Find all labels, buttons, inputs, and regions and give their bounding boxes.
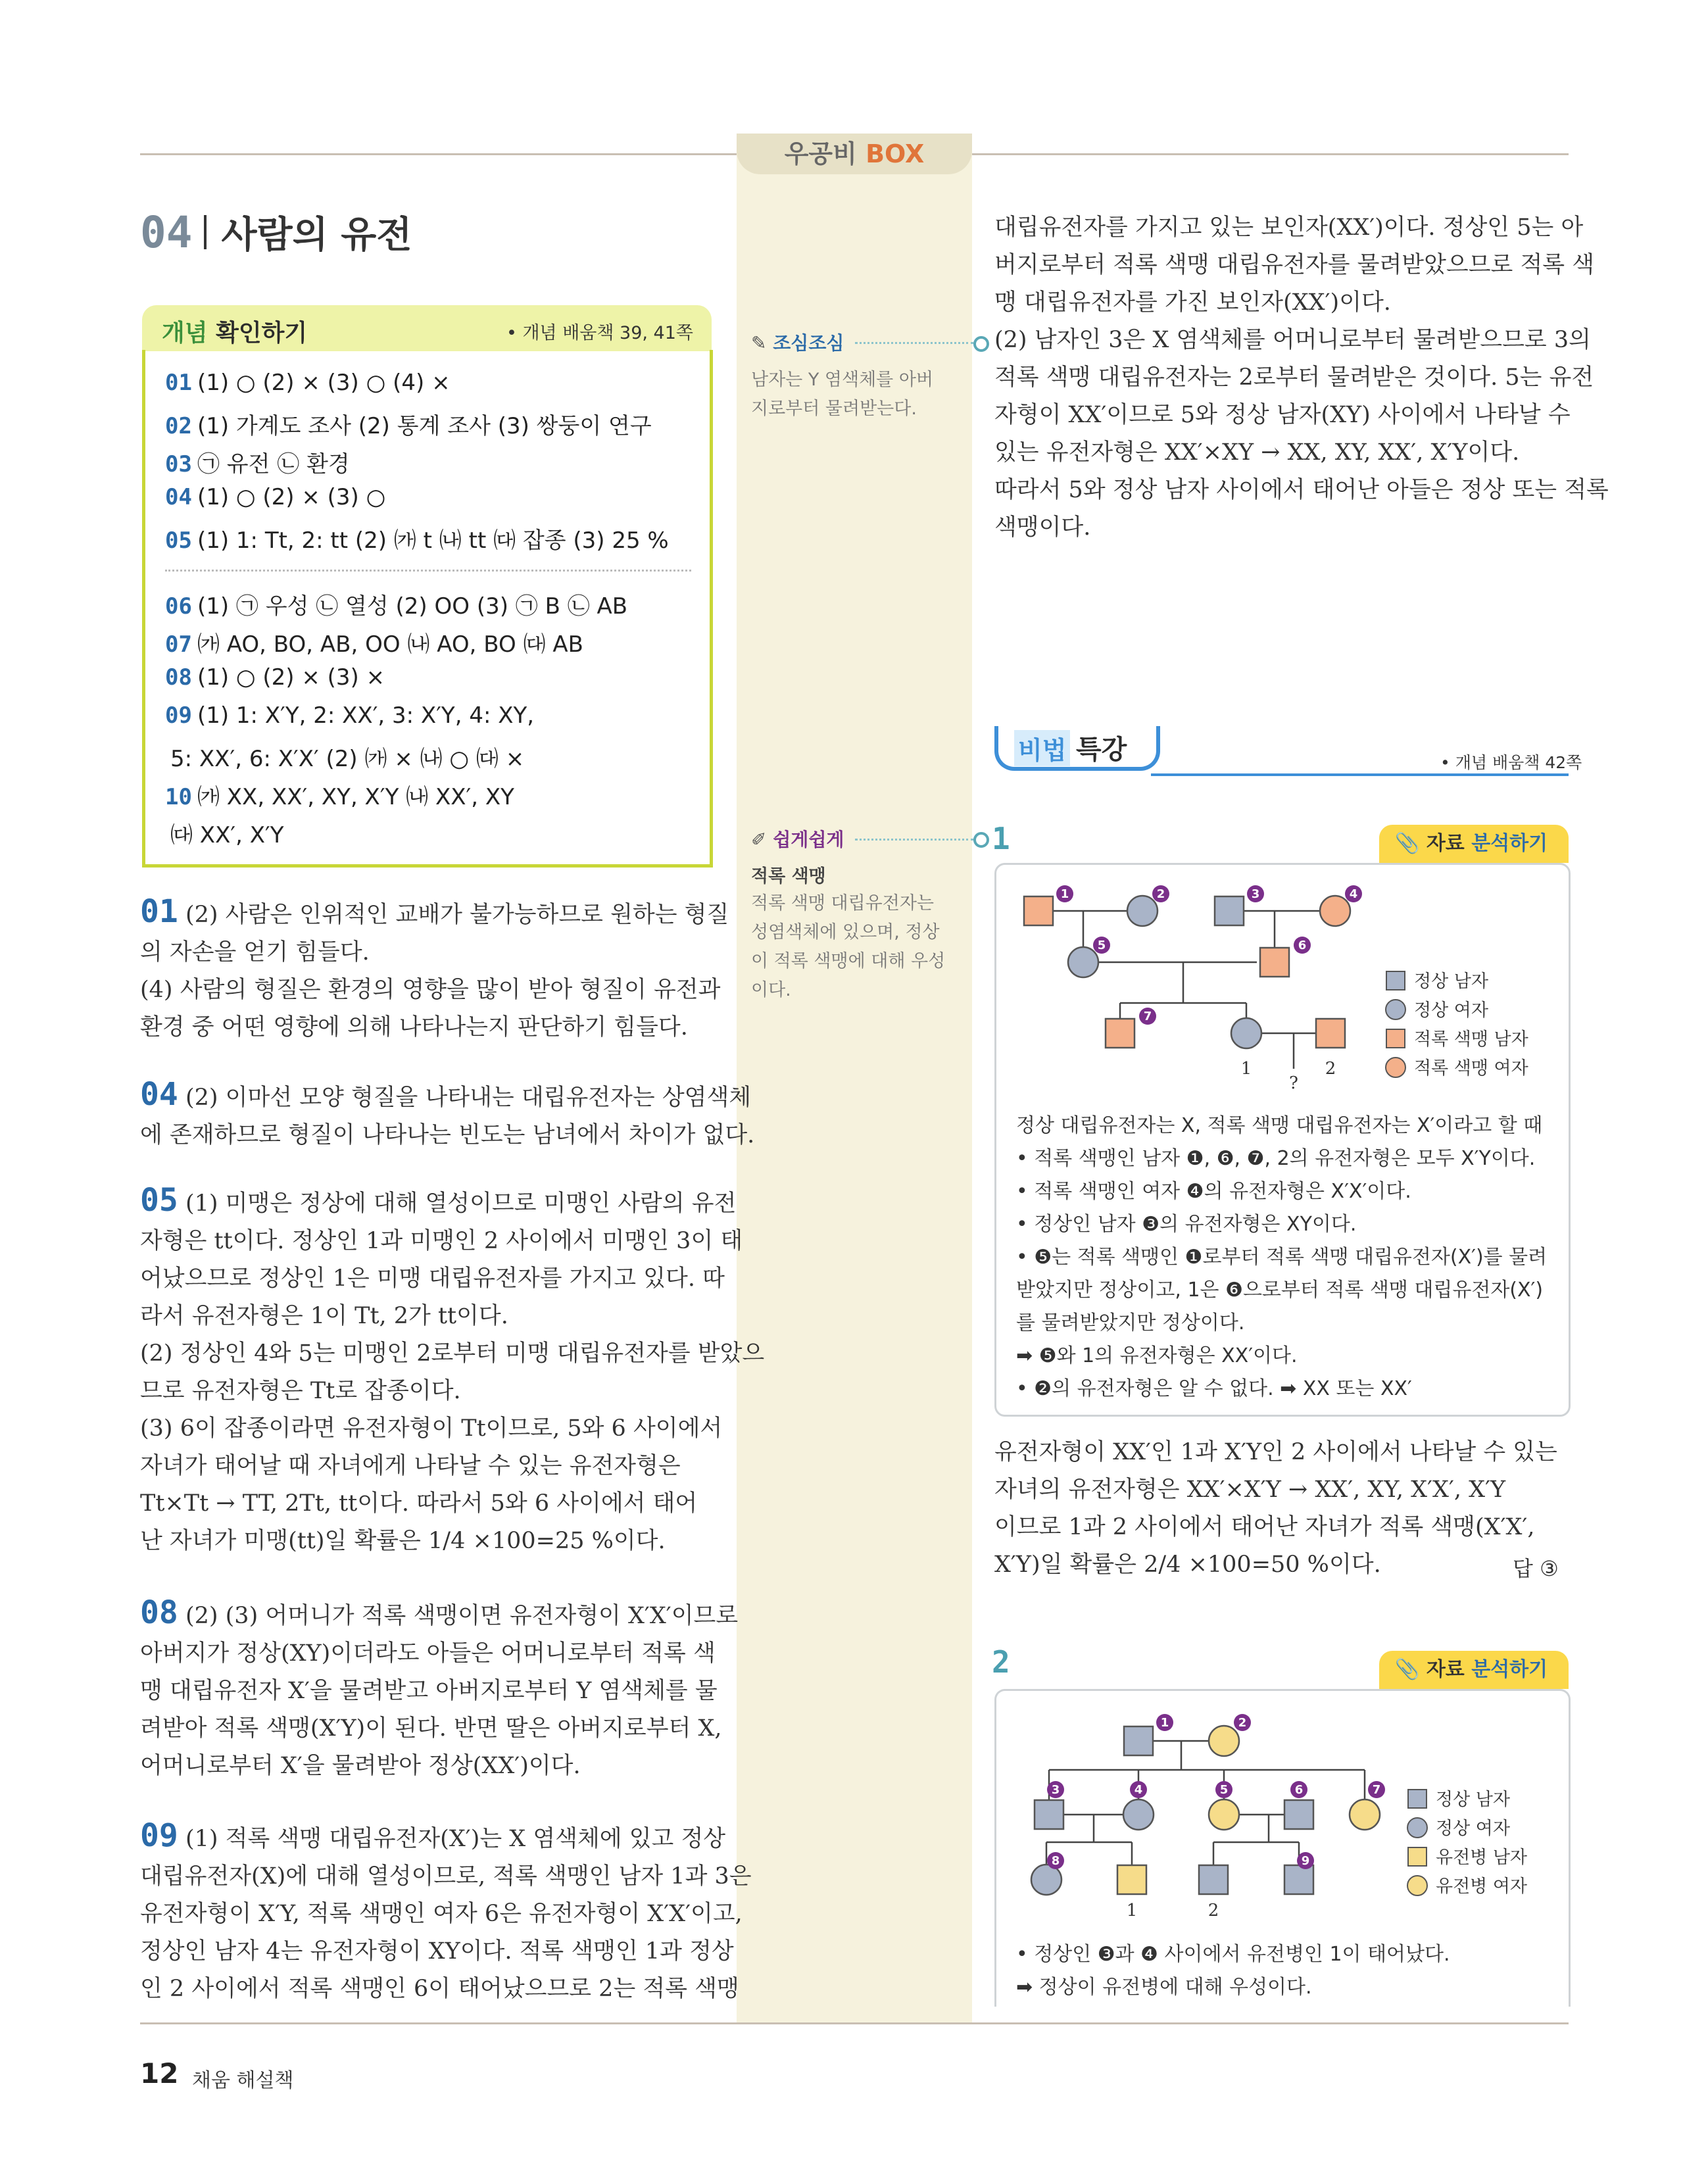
- answer-row: 06 (1) ㉠ 우성 ㉡ 열성 (2) OO (3) ㉠ B ㉡ AB: [165, 593, 628, 620]
- page-number: 12: [140, 2057, 179, 2089]
- leader-dot: [973, 832, 989, 848]
- legend-label: 정상 여자: [1414, 1000, 1488, 1021]
- legend-label: 정상 남자: [1436, 1790, 1510, 1810]
- pedigree-male-normal: [1284, 1800, 1313, 1829]
- svg-text:1: 1: [1126, 1901, 1138, 1920]
- pedigree-female-normal: [1231, 1018, 1261, 1048]
- note-easy-title: ✐ 쉽게쉽게: [751, 829, 844, 850]
- svg-text:3: 3: [1051, 1783, 1060, 1797]
- answer-row: 01 (1) ○ (2) × (3) ○ (4) ×: [165, 370, 451, 396]
- svg-text:3: 3: [1251, 887, 1260, 901]
- data-analysis-box-1: [994, 863, 1571, 1417]
- legend-label: 유전병 남자: [1436, 1847, 1527, 1868]
- concept-box-ref: • 개념 배움책 39, 41쪽: [506, 323, 693, 343]
- pedigree-male-normal: [1035, 1800, 1063, 1829]
- pedigree-male-cb: [1260, 948, 1289, 977]
- svg-text:6: 6: [1298, 939, 1307, 952]
- pedigree-male-normal: [1199, 1865, 1228, 1894]
- svg-text:2: 2: [1325, 1059, 1336, 1079]
- pedigree-female-normal: [1031, 1865, 1061, 1895]
- data-analysis-box-2: [994, 1689, 1571, 2007]
- question-2-number: 2: [992, 1644, 1010, 1680]
- pedigree-female-disease: [1209, 1799, 1239, 1830]
- note-leader: [855, 342, 973, 344]
- concept-box: [142, 350, 713, 868]
- legend-label: 적록 색맹 여자: [1414, 1058, 1528, 1079]
- leader-dot: [973, 336, 989, 352]
- explain-04: 04 (2) 이마선 모양 형질을 나타내는 대립유전자는 상염색체 에 존재하므로 형질이 나타나는 빈도는 남녀에서 차이가 없다.: [140, 1076, 755, 1148]
- answer-mark: 답 ③: [1513, 1556, 1559, 1581]
- clip-icon: 📎: [1395, 1658, 1420, 1681]
- answer-row: 05 (1) 1: Tt, 2: tt (2) ㈎ t ㈏ tt ㈐ 잡종 (3) 25 %: [165, 527, 669, 554]
- analysis-text-1: 정상 대립유전자는 X, 적록 색맹 대립유전자는 X′이라고 할 때 • 적록 색맹인 남자 ❶, ❻, ❼, 2의 유전자형은 모두 X′Y이다. • 적록 색맹인 여자 ❹의 유전자형은 X′X′이다. • 정상인 남자 ❸의 유전자형은 XY이다. • ❺는 적록 색맹인 ❶로부터 적록 색맹 대립유전자(X′)를 물려 받았지만 정상이고, 1은 ❻으로부터 적록 색맹 대립유전자(X′) 를 물려받았지만 정상이다. ➡ ❺와 1의 유전자형은 XX′이다. • ❷의 유전자형은 알 수 없다. ➡ XX 또는 XX′: [1016, 1114, 1548, 1400]
- answer-row: 10 ㈎ XX, XX′, XY, X′Y ㈏ XX′, XY: [165, 784, 514, 810]
- svg-text:1: 1: [1160, 1716, 1169, 1730]
- pedigree-male-normal: [1124, 1726, 1153, 1755]
- answer-row: 02 (1) 가계도 조사 (2) 통계 조사 (3) 쌍둥이 연구: [165, 413, 652, 439]
- legend-disease-female-icon: [1407, 1876, 1427, 1895]
- special-ref: • 개념 배움책 42쪽: [1440, 753, 1582, 772]
- answer-row: ㈐ XX′, X′Y: [170, 822, 284, 848]
- pedigree-female-disease: [1209, 1726, 1239, 1756]
- legend-cb-female-icon: [1386, 1058, 1405, 1077]
- pedigree-female-disease: [1350, 1799, 1380, 1830]
- note-caution-text: 남자는 Y 염색체를 아버 지로부터 물려받는다.: [751, 370, 933, 419]
- pedigree-2: [996, 1691, 1569, 1928]
- concept-box-title: 개념 확인하기: [162, 320, 308, 347]
- svg-text:4: 4: [1134, 1783, 1143, 1797]
- data-analysis-tab: 📎 자료 분석하기: [1379, 1651, 1569, 1689]
- pedigree-female-cb: [1320, 896, 1350, 926]
- note-leader: [855, 839, 973, 841]
- legend-normal-female-icon: [1386, 1000, 1405, 1019]
- box-label: 우공비 BOX: [737, 134, 972, 174]
- note-caution-title: ✎ 조심조심: [751, 332, 844, 354]
- explain-01: 01 (2) 사람은 인위적인 교배가 불가능하므로 원하는 형질 의 자손을 얻기 힘들다. (4) 사람의 형질은 환경의 영향을 많이 받아 형질이 유전과 환경 중 어떤 영향에 의해 나타나는지 판단하기 힘들다.: [140, 893, 729, 1040]
- note-easy-text: 적록 색맹 대립유전자는 성염색체에 있으며, 정상 이 적록 색맹에 대해 우성 이다.: [751, 893, 946, 1000]
- svg-text:2: 2: [1156, 887, 1165, 901]
- pedigree-male-cb: [1106, 1019, 1135, 1048]
- note-easy-subtitle: 적록 색맹: [751, 866, 826, 887]
- answer-row: 09 (1) 1: X′Y, 2: XX′, 3: X′Y, 4: XY,: [165, 702, 535, 729]
- legend-cb-male-icon: [1386, 1029, 1405, 1048]
- svg-text:2: 2: [1238, 1716, 1247, 1730]
- section-title: [140, 207, 412, 258]
- legend-normal-male-icon: [1386, 971, 1405, 990]
- svg-text:5: 5: [1219, 1783, 1229, 1797]
- explain-08: 08 (2) (3) 어머니가 적록 색맹이면 유전자형이 X′X′이므로 아버지가 정상(XY)이더라도 아들은 어머니로부터 적록 색 맹 대립유전자 X′을 물려받고 아버지로부터 Y 염색체를 물 려받아 적록 색맹(X′Y)이 된다. 반면 딸은 아버지로부터 X, 어머니로부터 X′을 물려받아 정상(XX′)이다.: [140, 1594, 739, 1779]
- answer-row: 04 (1) ○ (2) × (3) ○: [165, 484, 386, 510]
- svg-text:4: 4: [1349, 887, 1358, 901]
- pencil-icon: ✐: [751, 829, 767, 850]
- answer-row: 07 ㈎ AO, BO, AB, OO ㈏ AO, BO ㈐ AB: [165, 631, 583, 658]
- section-number: 04: [140, 207, 193, 258]
- concept-box-header: [142, 305, 712, 351]
- pin-icon: ✎: [751, 332, 767, 354]
- legend-label: 적록 색맹 남자: [1414, 1029, 1528, 1050]
- legend-disease-male-icon: [1408, 1847, 1427, 1866]
- clip-icon: 📎: [1395, 832, 1420, 855]
- pedigree-male-normal: [1215, 896, 1244, 925]
- svg-text:1: 1: [1240, 1059, 1252, 1079]
- pedigree-female-normal: [1068, 947, 1098, 977]
- pedigree-female-normal: [1123, 1799, 1154, 1830]
- pedigree-male-disease: [1117, 1865, 1146, 1894]
- svg-text:8: 8: [1051, 1854, 1060, 1868]
- pedigree-1: [996, 865, 1569, 1115]
- explain-09-continued: 대립유전자를 가지고 있는 보인자(XX′)이다. 정상인 5는 아 버지로부터 적록 색맹 대립유전자를 물려받았으므로 적록 색 맹 대립유전자를 가진 보인자(XX′)이다. (2) 남자인 3은 X 염색체를 어머니로부터 물려받으므로 3의 적록 색맹 대립유전자는 2로부터 물려받은 것이다. 5는 유전 자형이 XX′이므로 5와 정상 남자(XY) 사이에서 나타날 수 있는 유전자형은 XX′×XY → XX, XY, XX′, X′Y이다. 따라서 5와 정상 남자 사이에서 태어난 아들은 정상 또는 적록 색맹이다.: [994, 214, 1609, 541]
- explain-09: 09 (1) 적록 색맹 대립유전자(X′)는 X 염색체에 있고 정상 대립유전자(X)에 대해 열성이므로, 적록 색맹인 남자 1과 3은 유전자형이 X′Y, 적록 색맹인 여자 6은 유전자형이 X′X′이고, 정상인 남자 4는 유전자형이 XY이다. 적록 색맹인 1과 정상 인 2 사이에서 적록 색맹인 6이 태어났으므로 2는 적록 색맹: [140, 1817, 752, 2002]
- pedigree-male-normal: [1284, 1865, 1313, 1894]
- pedigree-female-normal: [1127, 896, 1158, 926]
- special-lecture-logo: 비법 특강: [994, 717, 1172, 776]
- data-analysis-tab: 📎 자료 분석하기: [1379, 825, 1569, 863]
- svg-text:7: 7: [1372, 1783, 1381, 1797]
- answer-row: 5: XX′, 6: X′X′ (2) ㈎ × ㈏ ○ ㈐ ×: [170, 746, 525, 772]
- svg-text:?: ?: [1289, 1073, 1298, 1093]
- answer-row: 03 ㉠ 유전 ㉡ 환경: [165, 451, 350, 477]
- title-divider: [204, 215, 207, 249]
- answer-row: 08 (1) ○ (2) × (3) ×: [165, 664, 385, 691]
- pedigree-male-cb: [1316, 1019, 1345, 1048]
- divider: [165, 570, 691, 572]
- svg-text:2: 2: [1208, 1901, 1219, 1920]
- legend-label: 정상 여자: [1436, 1819, 1510, 1839]
- svg-text:7: 7: [1143, 1010, 1152, 1023]
- legend-normal-male-icon: [1408, 1790, 1427, 1808]
- question-1-number: 1: [992, 821, 1010, 856]
- section-title-text: 사람의 유전: [221, 214, 412, 257]
- legend-label: 유전병 여자: [1436, 1876, 1527, 1897]
- question-1-solution: 유전자형이 XX′인 1과 X′Y인 2 사이에서 나타날 수 있는 자녀의 유전자형은 XX′×X′Y → XX′, XY, X′X′, X′Y 이므로 1과 2 사이에서 태어난 자녀가 적록 색맹(X′X′, X′Y)일 확률은 2/4 ×100=50 %이다.: [994, 1439, 1557, 1578]
- svg-text:6: 6: [1294, 1783, 1304, 1797]
- explain-05: 05 (1) 미맹은 정상에 대해 열성이므로 미맹인 사람의 유전 자형은 tt이다. 정상인 1과 미맹인 2 사이에서 미맹인 3이 태 어났으므로 정상인 1은 미맹 대립유전자를 가지고 있다. 따 라서 유전자형은 1이 Tt, 2가 tt이다. (2) 정상인 4와 5는 미맹인 2로부터 미맹 대립유전자를 받았으 므로 유전자형은 Tt로 잡종이다. (3) 6이 잡종이라면 유전자형이 Tt이므로, 5와 6 사이에서 자녀가 태어날 때 자녀에게 나타날 수 있는 유전자형은 Tt×Tt → TT, 2Tt, tt이다. 따라서 5와 6 사이에서 태어 난 자녀가 미맹(tt)일 확률은 1/4 ×100=25 %이다.: [140, 1182, 765, 1554]
- special-rule: [1151, 773, 1569, 776]
- svg-text:5: 5: [1097, 939, 1106, 952]
- book-label: 채움 해설책: [192, 2069, 294, 2092]
- legend-normal-female-icon: [1407, 1818, 1427, 1838]
- svg-text:1: 1: [1060, 887, 1069, 901]
- bottom-rule: [140, 2022, 1569, 2024]
- svg-text:9: 9: [1301, 1854, 1310, 1868]
- analysis-text-2: • 정상인 ❸과 ❹ 사이에서 유전병인 1이 태어났다. ➡ 정상이 유전병에 대해 우성이다.: [1016, 1943, 1450, 1999]
- legend-label: 정상 남자: [1414, 971, 1488, 992]
- pedigree-male-cb: [1024, 896, 1053, 925]
